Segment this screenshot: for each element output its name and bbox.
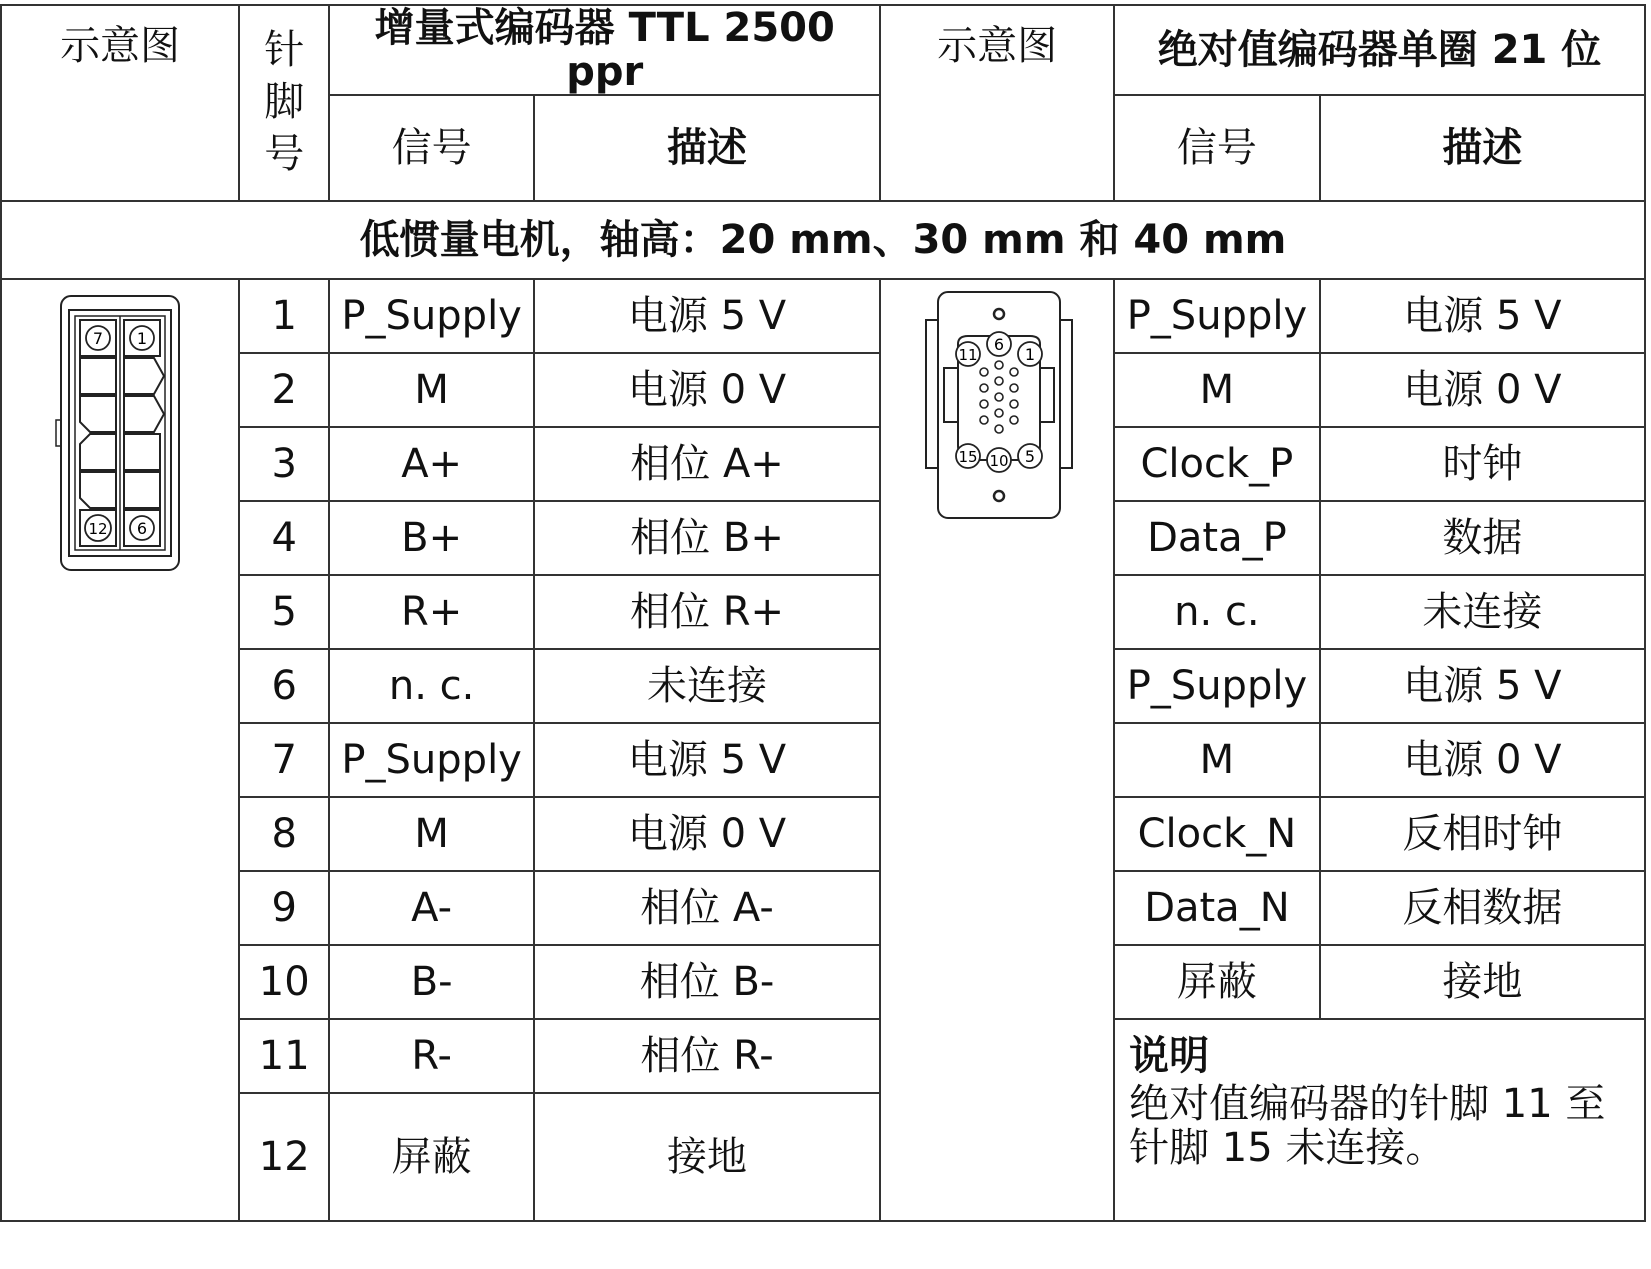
abs-desc: 反相数据 (1320, 871, 1645, 945)
pin-number: 11 (239, 1019, 329, 1093)
abs-signal: Clock_P (1114, 427, 1320, 501)
abs-desc: 反相时钟 (1320, 797, 1645, 871)
table-row (1, 797, 1645, 871)
header-pin-no: 针脚号 (239, 5, 329, 201)
pin-number: 10 (239, 945, 329, 1019)
pin-label-6r: 6 (993, 335, 1004, 354)
pin-number: 3 (239, 427, 329, 501)
inc-desc: 未连接 (534, 649, 880, 723)
header-signal-abs: 信号 (1114, 95, 1320, 201)
note-title: 说明 (1129, 1033, 1210, 1079)
connector-left-cell (1, 279, 239, 1221)
table-row (1, 353, 1645, 427)
pin-label-6: 6 (136, 519, 147, 538)
abs-desc: 电源 0 V (1320, 723, 1645, 797)
table-row (1, 575, 1645, 649)
pin-label-1: 1 (136, 329, 147, 348)
abs-desc: 接地 (1320, 945, 1645, 1019)
header-inc-encoder: 增量式编码器 TTL 2500 ppr (329, 5, 880, 95)
pin-number: 4 (239, 501, 329, 575)
inc-signal: A- (329, 871, 534, 945)
abs-signal: M (1114, 723, 1320, 797)
pin-number: 12 (239, 1093, 329, 1221)
abs-signal: P_Supply (1114, 279, 1320, 353)
header-signal: 信号 (329, 95, 534, 201)
pin-label-1r: 1 (1024, 345, 1035, 364)
table-row (1, 1019, 1645, 1093)
inc-signal: R- (329, 1019, 534, 1093)
inc-desc: 接地 (534, 1093, 880, 1221)
pin-label-10: 10 (989, 452, 1009, 470)
inc-signal: A+ (329, 427, 534, 501)
pin-label-5: 5 (1024, 447, 1035, 466)
abs-desc: 未连接 (1320, 575, 1645, 649)
inc-desc: 相位 B+ (534, 501, 880, 575)
abs-signal: Data_N (1114, 871, 1320, 945)
pin-label-11: 11 (958, 346, 978, 364)
abs-signal: P_Supply (1114, 649, 1320, 723)
pin-number: 7 (239, 723, 329, 797)
inc-signal: n. c. (329, 649, 534, 723)
header-diagram-right: 示意图 (880, 5, 1114, 201)
inc-desc: 电源 0 V (534, 797, 880, 871)
table-row (1, 279, 1645, 353)
table-row (1, 501, 1645, 575)
pin-number: 5 (239, 575, 329, 649)
header-abs-encoder: 绝对值编码器单圈 21 位 (1114, 5, 1645, 95)
inc-desc: 相位 B- (534, 945, 880, 1019)
header-description: 描述 (534, 95, 880, 201)
inc-desc: 相位 R- (534, 1019, 880, 1093)
pin-assignment-table (0, 4, 1646, 1222)
abs-signal: Clock_N (1114, 797, 1320, 871)
pin-number: 1 (239, 279, 329, 353)
section-row (1, 201, 1645, 279)
header-row-1 (1, 5, 1645, 95)
rows-body (1, 279, 1645, 1221)
table-row (1, 723, 1645, 797)
inc-desc: 相位 A- (534, 871, 880, 945)
inc-signal: M (329, 797, 534, 871)
abs-desc: 电源 5 V (1320, 279, 1645, 353)
pin-label-7: 7 (92, 329, 103, 348)
inc-desc: 相位 A+ (534, 427, 880, 501)
pin-number: 8 (239, 797, 329, 871)
pin-label-15: 15 (958, 448, 978, 466)
inc-signal: P_Supply (329, 723, 534, 797)
abs-signal: n. c. (1114, 575, 1320, 649)
pin-number: 6 (239, 649, 329, 723)
abs-signal: M (1114, 353, 1320, 427)
pin-number: 9 (239, 871, 329, 945)
abs-desc: 电源 5 V (1320, 649, 1645, 723)
note-text: 绝对值编码器的针脚 11 至针脚 15 未连接。 (1129, 1081, 1606, 1171)
inc-signal: 屏蔽 (329, 1093, 534, 1221)
note-cell (1114, 1019, 1645, 1221)
pin-label-12: 12 (88, 520, 108, 538)
inc-desc: 电源 5 V (534, 279, 880, 353)
abs-signal: Data_P (1114, 501, 1320, 575)
section-title: 低惯量电机，轴高：20 mm、30 mm 和 40 mm (1, 201, 1645, 279)
inc-desc: 相位 R+ (534, 575, 880, 649)
inc-desc: 电源 5 V (534, 723, 880, 797)
connector-right-cell (880, 279, 1114, 1221)
abs-signal: 屏蔽 (1114, 945, 1320, 1019)
table-row (1, 427, 1645, 501)
abs-desc: 电源 0 V (1320, 353, 1645, 427)
table-row (1, 871, 1645, 945)
table-row (1, 945, 1645, 1019)
header-diagram-left: 示意图 (1, 5, 239, 201)
abs-desc: 时钟 (1320, 427, 1645, 501)
inc-signal: B- (329, 945, 534, 1019)
connector-12pin-diagram (7, 280, 234, 580)
abs-desc: 数据 (1320, 501, 1645, 575)
inc-signal: P_Supply (329, 279, 534, 353)
header-description-abs: 描述 (1320, 95, 1645, 201)
inc-signal: M (329, 353, 534, 427)
inc-desc: 电源 0 V (534, 353, 880, 427)
table-row (1, 649, 1645, 723)
inc-signal: R+ (329, 575, 534, 649)
pin-number: 2 (239, 353, 329, 427)
connector-15pin-diagram (886, 280, 1109, 530)
inc-signal: B+ (329, 501, 534, 575)
